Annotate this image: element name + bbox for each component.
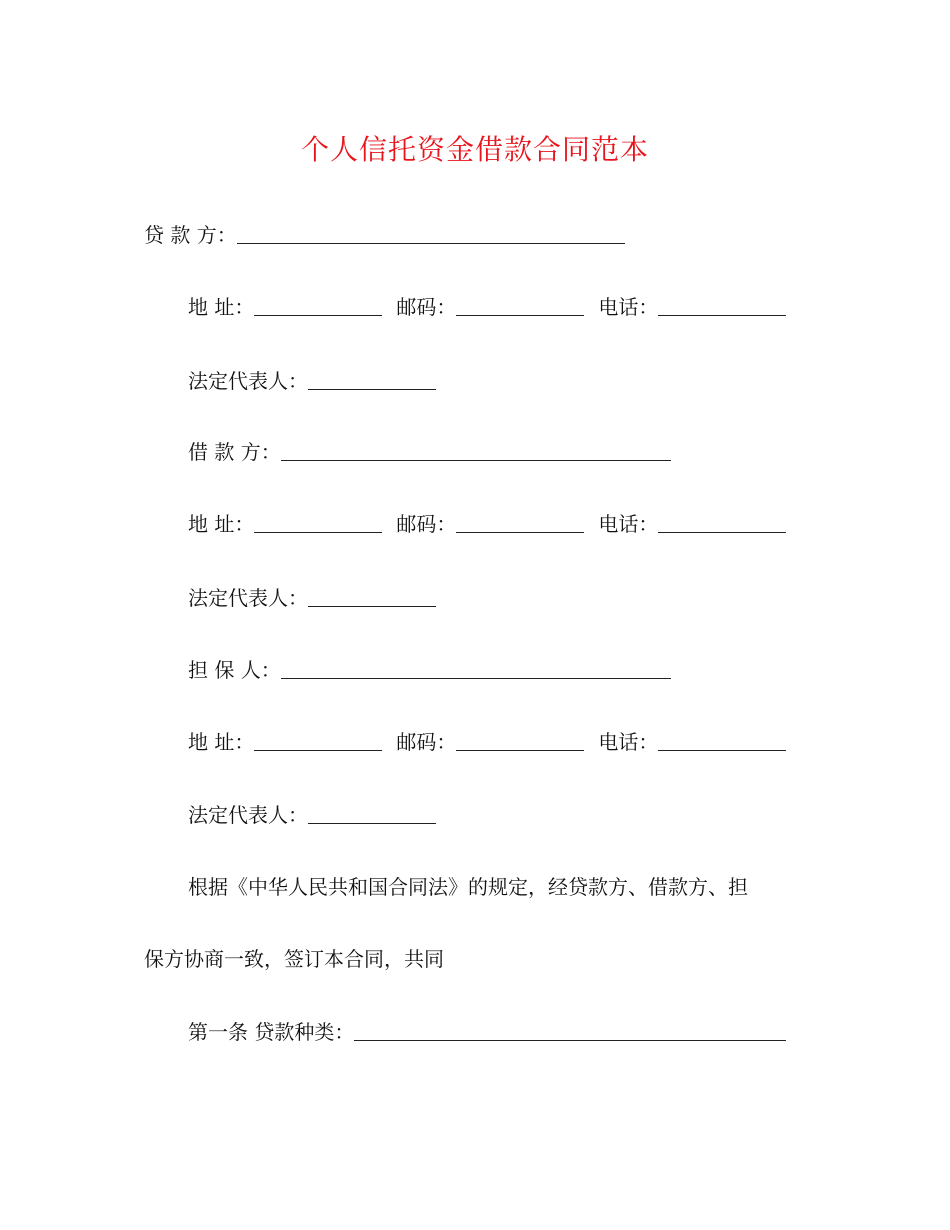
guarantor-label: 担 保 人： [188, 658, 281, 682]
guarantor-rep-label: 法定代表人： [188, 803, 308, 827]
borrower-address-blank[interactable] [254, 510, 382, 533]
lender-label: 贷 款 方： [144, 223, 237, 247]
guarantor-rep-row [188, 800, 436, 830]
borrower-rep-blank[interactable] [308, 584, 436, 607]
article-1-row [188, 1017, 786, 1047]
guarantor-postcode-blank[interactable] [456, 728, 584, 751]
lender-address-label: 地 址： [188, 295, 255, 319]
guarantor-rep-blank[interactable] [308, 801, 436, 824]
guarantor-name-blank[interactable] [281, 656, 671, 679]
borrower-rep-label: 法定代表人： [188, 586, 308, 610]
borrower-phone-label: 电话： [598, 512, 659, 536]
borrower-contact-row [188, 509, 786, 539]
borrower-label: 借 款 方： [188, 440, 281, 464]
lender-postcode-label: 邮码： [396, 295, 457, 319]
article-1-label: 第一条 贷款种类： [188, 1020, 355, 1044]
borrower-rep-row [188, 583, 436, 613]
borrower-postcode-blank[interactable] [456, 510, 584, 533]
guarantor-address-blank[interactable] [254, 728, 382, 751]
lender-row [144, 220, 625, 250]
preamble-line-1: 根据《中华人民共和国合同法》的规定，经贷款方、借款方、担 [188, 875, 748, 899]
guarantor-row [188, 655, 671, 685]
borrower-name-blank[interactable] [281, 438, 671, 461]
guarantor-address-label: 地 址： [188, 730, 255, 754]
lender-postcode-blank[interactable] [456, 293, 584, 316]
lender-phone-label: 电话： [598, 295, 659, 319]
guarantor-phone-label: 电话： [598, 730, 659, 754]
guarantor-phone-blank[interactable] [658, 728, 786, 751]
lender-rep-row [188, 366, 436, 396]
lender-phone-blank[interactable] [658, 293, 786, 316]
lender-name-blank[interactable] [237, 221, 625, 244]
borrower-row [188, 437, 671, 467]
guarantor-contact-row [188, 727, 786, 757]
guarantor-postcode-label: 邮码： [396, 730, 457, 754]
borrower-phone-blank[interactable] [658, 510, 786, 533]
lender-rep-blank[interactable] [308, 367, 436, 390]
borrower-address-label: 地 址： [188, 512, 255, 536]
lender-contact-row [188, 292, 786, 322]
document-title: 个人信托资金借款合同范本 [300, 133, 649, 166]
borrower-postcode-label: 邮码： [396, 512, 457, 536]
loan-type-blank[interactable] [354, 1018, 786, 1041]
preamble-line-2: 保方协商一致，签订本合同，共同 [144, 947, 444, 971]
lender-rep-label: 法定代表人： [188, 369, 308, 393]
lender-address-blank[interactable] [254, 293, 382, 316]
